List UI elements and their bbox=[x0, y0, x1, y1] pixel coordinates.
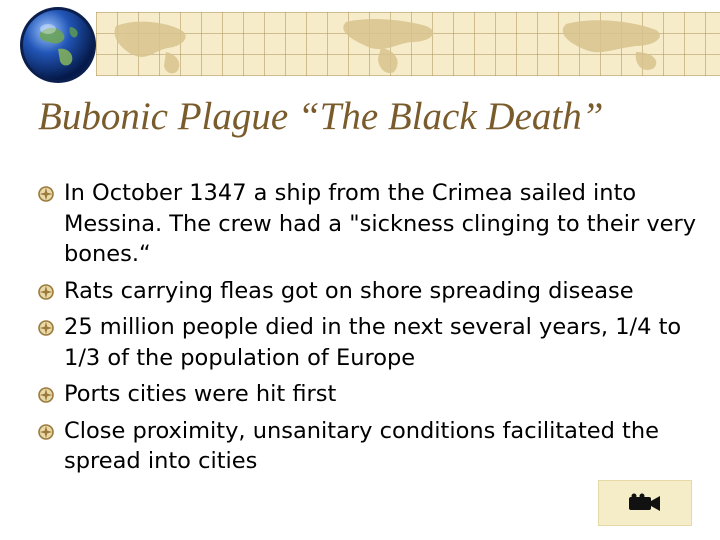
bullet-text: Rats carrying fleas got on shore spreading disease bbox=[64, 277, 634, 304]
bullet-list bbox=[38, 178, 708, 483]
bullet-item bbox=[38, 416, 708, 477]
bullet-text: In October 1347 a ship from the Crimea sailed into Messina. The crew had a "sickness clinging to their very bones.“ bbox=[64, 180, 697, 267]
bullet-item bbox=[38, 276, 708, 307]
bullet-item bbox=[38, 379, 708, 410]
bullet-text: Close proximity, unsanitary conditions facilitated the spread into cities bbox=[64, 417, 659, 474]
video-button[interactable] bbox=[598, 480, 692, 526]
slide-title: Bubonic Plague “The Black Death” bbox=[38, 95, 604, 138]
world-map-banner bbox=[96, 12, 720, 76]
compass-bullet-icon bbox=[38, 284, 54, 300]
bullet-text: Ports cities were hit first bbox=[64, 381, 337, 407]
bullet-text: 25 million people died in the next several years, 1/4 to 1/3 of the population of Europe bbox=[64, 314, 682, 371]
globe-icon bbox=[18, 5, 98, 85]
compass-bullet-icon bbox=[38, 387, 54, 403]
movie-camera-icon bbox=[628, 493, 662, 513]
compass-bullet-icon bbox=[38, 424, 54, 440]
bullet-item bbox=[38, 178, 708, 270]
compass-bullet-icon bbox=[38, 186, 54, 202]
map-continents bbox=[96, 12, 720, 76]
compass-bullet-icon bbox=[38, 320, 54, 336]
bullet-item bbox=[38, 312, 708, 373]
